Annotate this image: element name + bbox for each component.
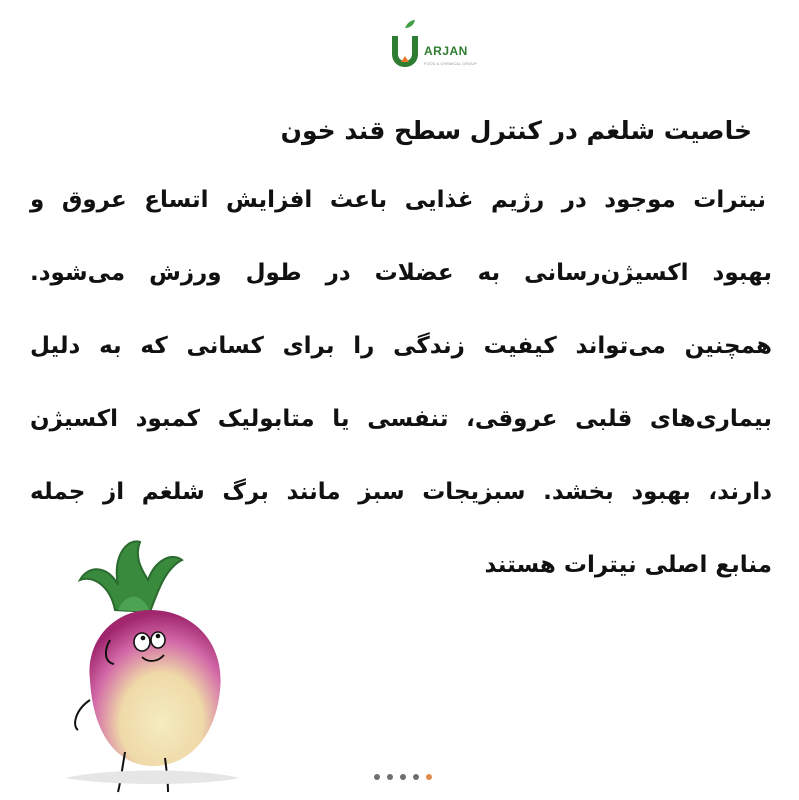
pagination-dots [374,774,432,780]
logo-emblem-icon [388,14,422,70]
logo-wordmark: ARJAN [424,44,468,58]
pagination-dot[interactable] [413,774,419,780]
pagination-dot[interactable] [426,774,432,780]
pagination-dot[interactable] [387,774,393,780]
article [30,98,772,602]
article-line: دارند، بهبود بخشد. سبزیجات سبز مانند برگ شلغم از جمله [30,479,772,505]
article-line: بیماری‌های قلبی عروقی، تنفسی یا متابولیک کمبود اکسیژن [30,406,772,432]
article-line: بهبود اکسیژن‌رسانی به عضلات در طول ورزش می‌شود. [30,260,772,286]
pagination-dot[interactable] [400,774,406,780]
pagination-dot[interactable] [374,774,380,780]
article-line: منابع اصلی نیترات هستند [484,552,772,578]
article-title: خاصیت شلغم در کنترل سطح قند خون [280,116,752,145]
turnip-character-illustration [30,530,270,800]
logo-tagline: FOOD & CHEMICAL GROUP [424,61,477,66]
article-line: همچنین می‌تواند کیفیت زندگی را برای کسانی که به دلیل [30,333,772,359]
article-line: نیترات موجود در رژیم غذایی باعث افزایش اتساع عروق و [30,187,766,213]
brand-logo [388,14,508,70]
